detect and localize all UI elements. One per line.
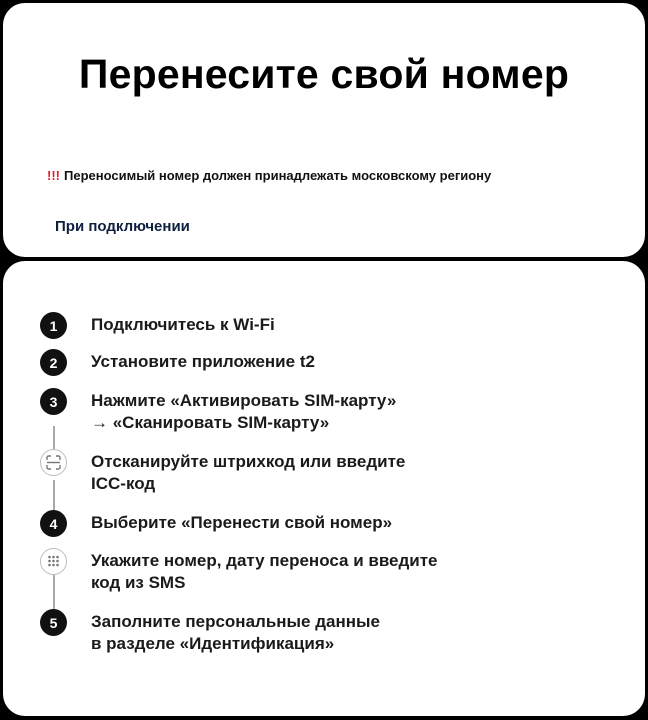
warning-marker: !!! xyxy=(47,168,60,183)
page-title: Перенесите свой номер xyxy=(78,51,570,97)
step-line-1: Подключитесь к Wi-Fi xyxy=(91,315,275,334)
step-line-1: Укажите номер, дату переноса и введите xyxy=(91,551,438,570)
step-line-1: Установите приложение t2 xyxy=(91,352,315,371)
step-number-badge: 4 xyxy=(40,510,67,537)
step-text xyxy=(91,451,405,495)
step-line-2: в разделе «Идентификация» xyxy=(91,634,335,653)
step-text xyxy=(91,611,380,655)
warning-text: Переносимый номер должен принадлежать московскому региону xyxy=(64,168,492,183)
steps-card xyxy=(3,261,645,716)
step-line-2: ICC-код xyxy=(91,474,156,493)
header-card xyxy=(3,3,645,257)
keypad-icon xyxy=(40,548,67,575)
step-connector xyxy=(53,575,55,611)
section-subtitle: При подключении xyxy=(55,218,190,235)
scan-icon xyxy=(40,449,67,476)
region-warning xyxy=(47,168,491,183)
step-text xyxy=(91,512,392,534)
step-number-badge: 3 xyxy=(40,388,67,415)
step-line-1: Заполните персональные данные xyxy=(91,612,380,631)
step-number-badge: 5 xyxy=(40,609,67,636)
step-line-1: Выберите «Перенести свой номер» xyxy=(91,513,393,532)
step-number-badge: 1 xyxy=(40,312,67,339)
step-line-2: → «Сканировать SIM-карту» xyxy=(91,413,330,432)
step-line-1: Отсканируйте штрихкод или введите xyxy=(91,452,406,471)
step-connector xyxy=(53,480,55,510)
step-line-2: код из SMS xyxy=(91,573,186,592)
step-text xyxy=(91,390,396,434)
step-text xyxy=(91,550,438,594)
step-number-badge: 2 xyxy=(40,349,67,376)
step-text xyxy=(91,351,315,373)
step-text xyxy=(91,314,275,336)
step-line-1: Нажмите «Активировать SIM-карту» xyxy=(91,391,397,410)
